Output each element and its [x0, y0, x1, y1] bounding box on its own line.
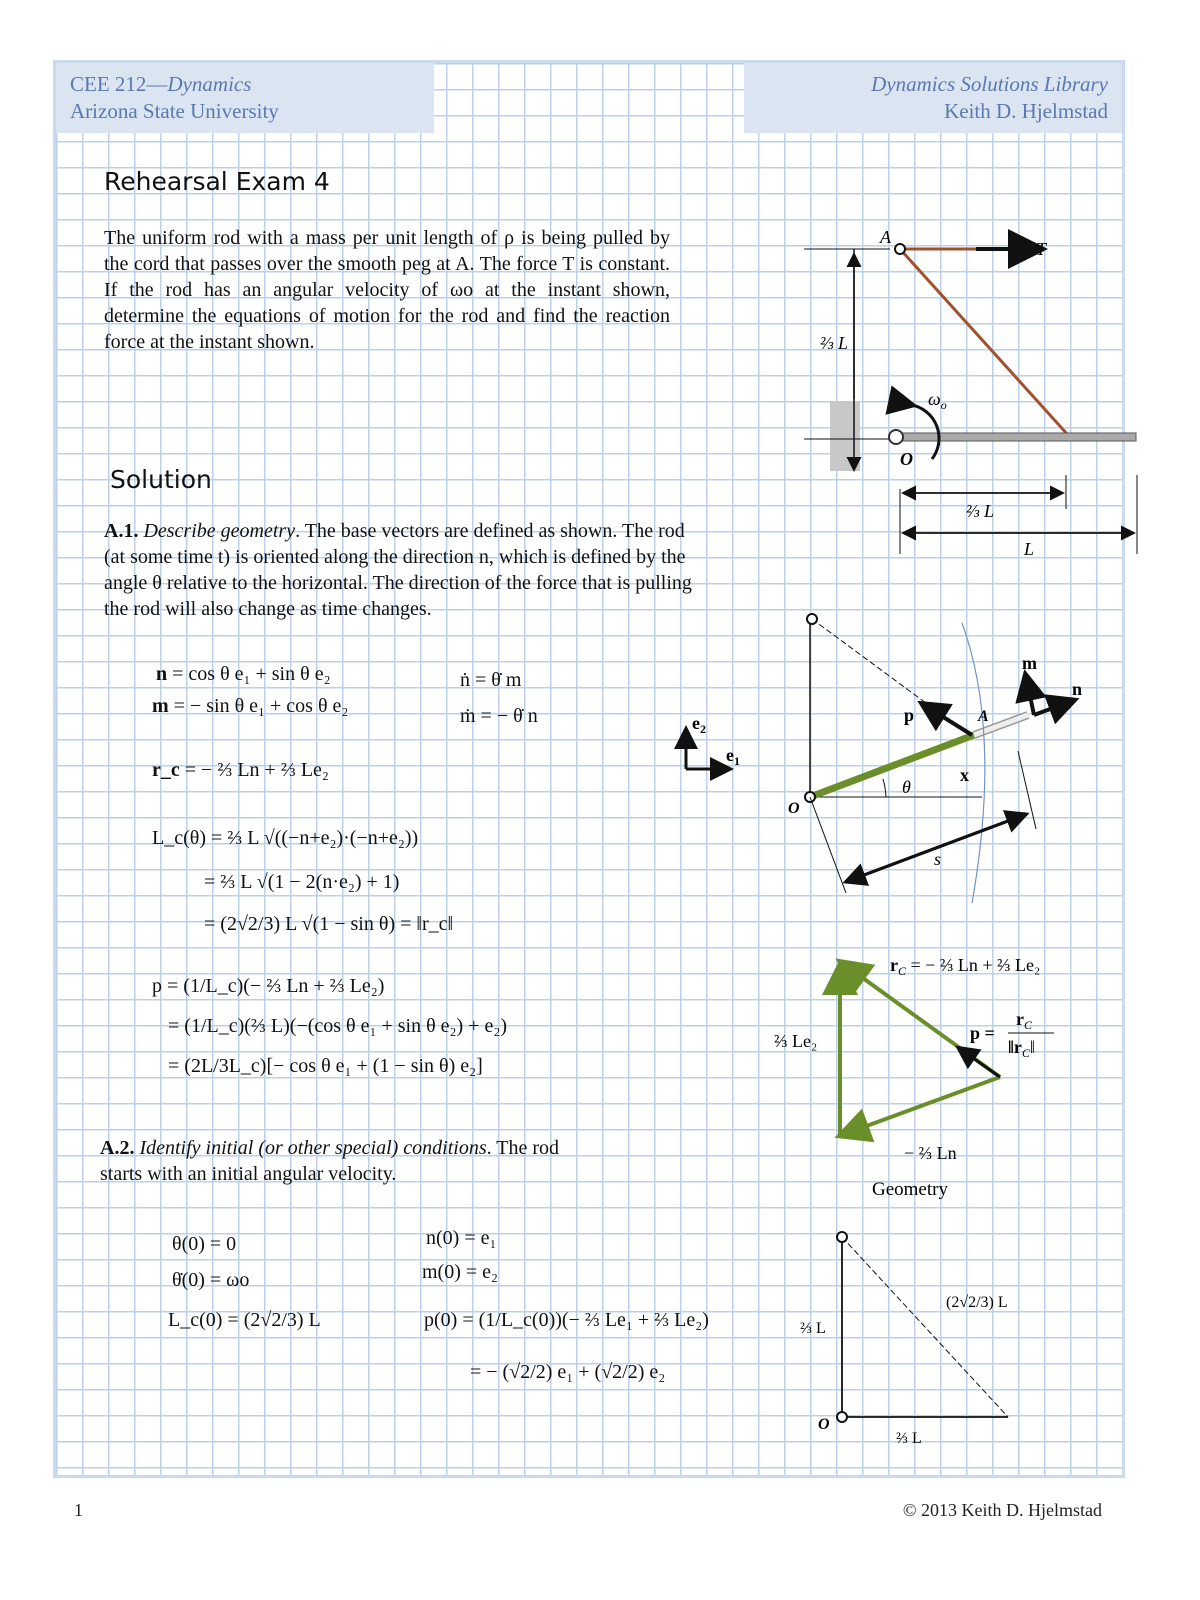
eq-ic-p-value: = − (√2/2) e₁ + (√2/2) e₂: [470, 1361, 666, 1383]
eq-ic-n: n(0) = e₁: [426, 1227, 497, 1249]
arc-path: [962, 623, 985, 903]
p-arrow: [924, 705, 972, 735]
m-arrow: [1026, 677, 1034, 715]
figure-kinematics: [672, 603, 1112, 913]
figure-vector-triangle: [760, 943, 1080, 1203]
eq-p-1: p = (1/L_c)(− ⅔ Ln + ⅔ Le₂): [152, 975, 385, 997]
copyright: © 2013 Keith D. Hjelmstad: [902, 1500, 1102, 1520]
label-p: p: [904, 705, 915, 725]
figure-right-triangle: [786, 1223, 1086, 1463]
label-side: ⅔ L: [800, 1320, 826, 1337]
step-a1-text: . The base vectors are defined as shown. The rod (at some time t) is oriented along the direction n, which is defined by the angle θ relative to the horizontal. The direction of the force that is pulling the rod will also change as time changes.: [104, 520, 692, 620]
eq-mdot: ṁ = − θ̇ n: [460, 705, 538, 727]
peg-A: [895, 244, 905, 254]
label-e1: $e_1$: [726, 745, 740, 768]
peg: [807, 614, 817, 624]
step-a2: [100, 1135, 590, 1187]
label-s: s: [934, 849, 942, 869]
eq-p-3: = (2L/3L_c)[− cos θ e₁ + (1 − sin θ) e₂]: [168, 1055, 483, 1077]
pin-O: [889, 430, 903, 444]
label-left-side: ⅔ Le₂: [774, 1031, 818, 1051]
label-p-num: $r_C$: [1016, 1009, 1033, 1032]
eq-n: n = cos θ e₁ + sin θ e₂: [156, 663, 331, 685]
label-m: m: [1022, 653, 1037, 673]
label-A-fig2: A: [978, 708, 989, 725]
graph-paper-sheet: [53, 60, 1125, 1478]
header-library: [744, 63, 1122, 133]
course-subject: Dynamics: [167, 72, 252, 96]
omega-arrow: [912, 405, 939, 459]
cord-diagonal: [900, 249, 1068, 435]
course-code: CEE 212—: [70, 72, 168, 96]
rod-green: [810, 735, 974, 797]
label-x: x: [960, 765, 969, 785]
label-omega: $\omega_o$: [928, 389, 947, 412]
eq-ic-lc: L_c(0) = (2√2/3) L: [168, 1309, 321, 1331]
label-p-den: $‖r_C‖$: [1008, 1037, 1035, 1060]
author-name: Keith D. Hjelmstad: [944, 99, 1108, 123]
step-a2-title: Identify initial (or other special) conditions: [139, 1137, 487, 1159]
header-course: [56, 63, 434, 133]
label-e2: $e_2$: [692, 713, 706, 736]
label-height: ⅔ L: [820, 333, 849, 353]
step-a1: [104, 518, 694, 622]
label-theta: θ: [902, 777, 911, 797]
pivot-fig4: [837, 1412, 847, 1422]
label-O: O: [900, 449, 913, 469]
label-O-fig4: O: [818, 1416, 830, 1433]
page-title: Rehearsal Exam 4: [104, 167, 330, 196]
step-a1-label: A.1.: [104, 520, 139, 542]
label-bottom-side: − ⅔ Ln: [904, 1143, 957, 1163]
eq-ndot: ṅ = θ̇ m: [460, 669, 522, 691]
label-A: A: [880, 227, 891, 247]
label-O-fig2: O: [788, 800, 800, 817]
n-arrow: [1034, 701, 1072, 715]
library-name: Dynamics Solutions Library: [871, 72, 1108, 96]
wall-support: [830, 401, 860, 471]
eq-ic-m: m(0) = e₂: [422, 1261, 499, 1283]
vector-p: [960, 1049, 1000, 1077]
eq-lc-2: = ⅔ L √(1 − 2(n·e₂) + 1): [204, 871, 400, 893]
label-dim-2-3-L: ⅔ L: [966, 501, 995, 521]
step-a2-text: . The rod starts with an initial angular velocity.: [100, 1137, 560, 1185]
label-hyp: (2√2/3) L: [946, 1294, 1008, 1311]
label-dim-L: L: [1024, 539, 1035, 559]
university-name: Arizona State University: [70, 99, 279, 123]
eq-lc-1: L_c(θ) = ⅔ L √((−n+e₂)·(−n+e₂)): [152, 827, 419, 849]
problem-statement: The uniform rod with a mass per unit length of ρ is being pulled by the cord that passes over the smooth peg at A. The force T is constant. If the rod has an angular velocity of ωo at the instant shown, determine the equations of motion for the rod and find the reaction force at the instant shown.: [104, 227, 670, 353]
page-number: 1: [74, 1500, 83, 1520]
peg-fig4: [837, 1232, 847, 1242]
figure-caption: Geometry: [872, 1179, 948, 1200]
eq-lc-3: = (2√2/3) L √(1 − sin θ) = ‖r_c‖: [204, 913, 454, 935]
eq-ic-thetadot: θ̇(0) = ωo: [172, 1269, 250, 1291]
label-base: ⅔ L: [896, 1430, 922, 1447]
eq-ic-p: p(0) = (1/L_c(0))(− ⅔ Le₁ + ⅔ Le₂): [424, 1309, 709, 1331]
figure-rod-cord: [750, 159, 1120, 559]
label-p-eq: p =: [970, 1023, 995, 1043]
rod: [896, 433, 1136, 441]
eq-rc: r_c = − ⅔ Ln + ⅔ Le₂: [152, 759, 329, 781]
label-rc-eq: $r_C$ = − ⅔ Ln + ⅔ Le₂: [890, 955, 1041, 978]
eq-p-2: = (1/L_c)(⅔ L)(−(cos θ e₁ + sin θ e₂) + e₂): [168, 1015, 507, 1037]
solution-heading: Solution: [110, 465, 212, 494]
label-n: n: [1072, 679, 1083, 699]
vector-bottom: [842, 1077, 1000, 1135]
eq-m: m = − sin θ e₁ + cos θ e₂: [152, 695, 349, 717]
eq-ic-theta: θ(0) = 0: [172, 1233, 237, 1255]
step-a2-label: A.2.: [100, 1137, 135, 1159]
step-a1-title: Describe geometry: [143, 520, 296, 542]
label-T: T: [1036, 239, 1047, 259]
